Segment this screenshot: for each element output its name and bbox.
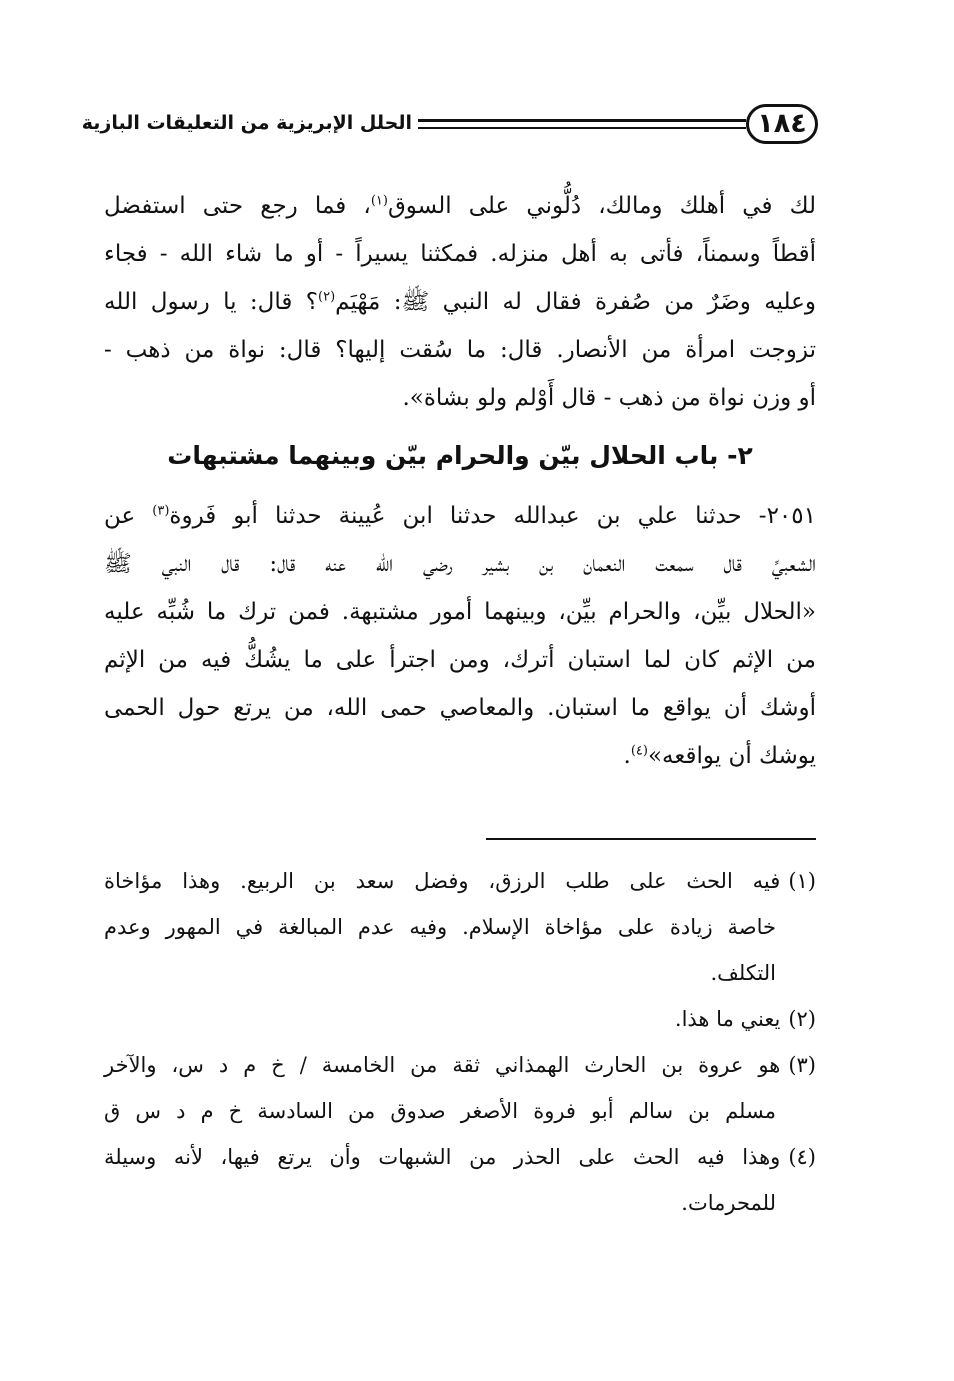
paragraph-hadith-continuation (104, 182, 816, 422)
text-line: لك في أهلك ومالك، دُلُّوني على السوق$^{(١)}$، فما رجع حتى استفضل (104, 193, 817, 219)
text-line: أقطاً وسمناً، فأتى به أهل منزله. فمكثنا يسيراً - أو ما شاء الله - فجاء (104, 241, 816, 267)
footnote-1 (104, 858, 816, 996)
footnote-ref: (٤) (630, 743, 648, 759)
footnote-marker: (١) (788, 869, 816, 893)
book-title: الحلل الإبريزية من التعليقات البازية (81, 112, 412, 134)
text-line: أوشك أن يواقع ما استبان. والمعاصي حمى الله، من يرتع حول الحمى (104, 695, 816, 721)
footnotes (104, 858, 816, 1226)
text-line: يوشك أن يواقعه»$^{(٤)}$. (623, 743, 816, 769)
running-header (81, 100, 818, 152)
footnote-line: (٣)هو عروة بن الحارث الهمذاني ثقة من الخامسة / خ م د س، والآخر (104, 1053, 816, 1077)
footnote-3 (104, 1042, 816, 1134)
footnote-line: (٢)يعني ما هذا. (674, 1007, 816, 1031)
text-line: من الإثم كان لما استبان أترك، ومن اجترأ على ما يشُكُّ فيه من الإثم (104, 647, 816, 673)
footnote-line: (١)فيه الحث على طلب الرزق، وفضل سعد بن الربيع. وهذا مؤاخاة (104, 869, 816, 893)
page-number: ١٨٤ (746, 104, 818, 144)
paragraph-hadith-2051 (104, 492, 816, 780)
text-line: الشعبيِّ قال سمعت النعمان بن بشير رضي الله عنه قال: قال النبي ﷺ (104, 551, 816, 577)
footnote-line: للمحرمات. (681, 1191, 776, 1215)
footnote-ref: (١) (370, 193, 388, 209)
text-line: وعليه وضَرٌ من صُفرة فقال له النبي ﷺ: مَهْيَم$^{(٢)}$؟ قال: يا رسول الله (104, 289, 816, 315)
footnote-ref: (٢) (318, 289, 336, 305)
footnote-marker: (٣) (788, 1053, 816, 1077)
footnote-4 (104, 1134, 816, 1226)
header-rule (418, 119, 746, 129)
text-line: ٢٠٥١- حدثنا علي بن عبدالله حدثنا ابن عُيينة حدثنا أبو فَروة$^{(٣)}$ عن (104, 503, 816, 529)
text-line: تزوجت امرأة من الأنصار. قال: ما سُقت إليها؟ قال: نواة من ذهب - (104, 337, 816, 363)
footnote-line: خاصة زيادة على مؤاخاة الإسلام. وفيه عدم المبالغة في المهور وعدم (104, 915, 776, 939)
footnote-line: التكلف. (710, 961, 776, 985)
footnote-line: (٤)وهذا فيه الحث على الحذر من الشبهات وأن يرتع فيها، لأنه وسيلة (104, 1145, 816, 1169)
chapter-heading: ٢- باب الحلال بيّن والحرام بيّن وبينهما مشتبهات (167, 441, 753, 470)
footnote-marker: (٤) (788, 1145, 816, 1169)
footnote-line: مسلم بن سالم أبو فروة الأصغر صدوق من السادسة خ م د س ق (104, 1099, 776, 1123)
text-line: «الحلال بيِّن، والحرام بيِّن، وبينهما أمور مشتبهة. فمن ترك ما شُبِّه عليه (104, 599, 816, 625)
footnote-2 (104, 996, 816, 1042)
footnote-marker: (٢) (788, 1007, 816, 1031)
text-line: أو وزن نواة من ذهب - قال أَوْلم ولو بشاة». (402, 385, 816, 411)
footnote-ref: (٣) (152, 503, 170, 519)
footnote-separator (486, 838, 816, 840)
main-text (104, 182, 816, 780)
